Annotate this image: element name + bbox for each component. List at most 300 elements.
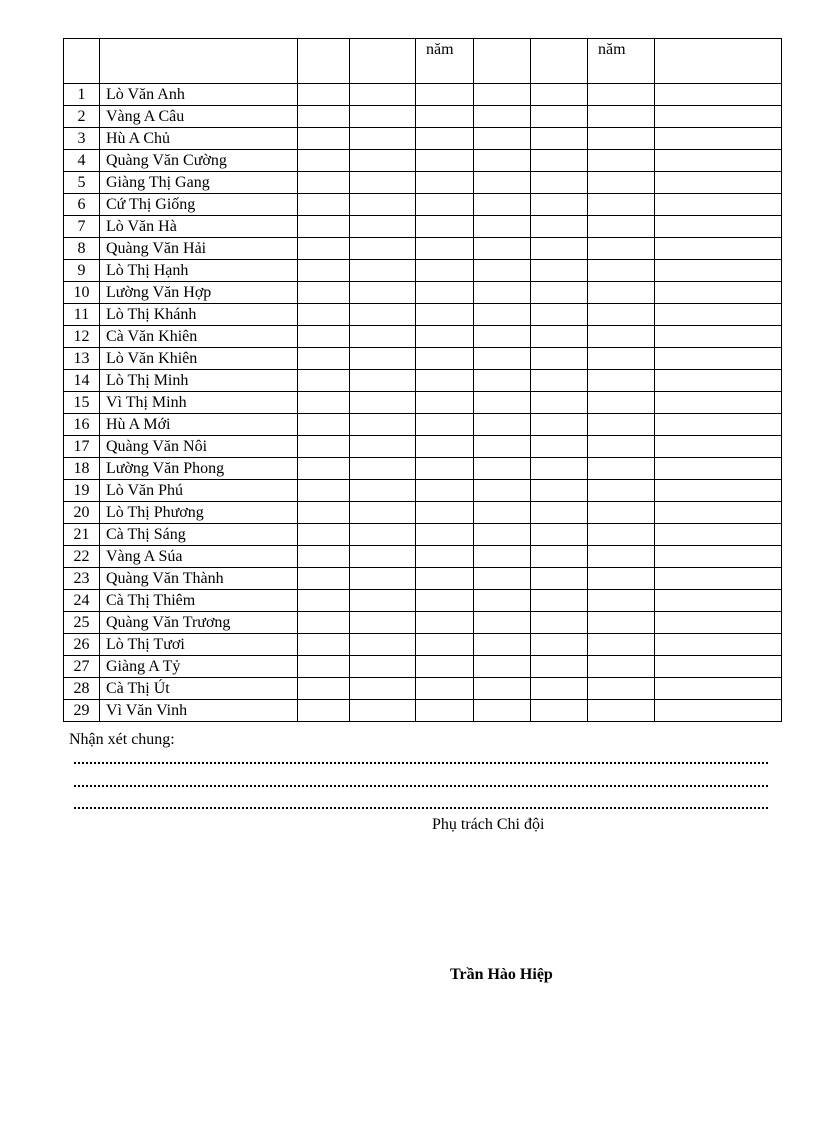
row-number: 29	[64, 700, 100, 722]
empty-cell	[474, 238, 531, 260]
table-row	[64, 546, 782, 568]
empty-cell	[588, 568, 655, 590]
empty-cell	[416, 502, 474, 524]
empty-cell	[416, 414, 474, 436]
empty-cell	[655, 260, 782, 282]
student-name: Vì Thị Minh	[100, 392, 298, 414]
student-name: Quàng Văn Cường	[100, 150, 298, 172]
empty-cell	[350, 414, 416, 436]
empty-cell	[298, 216, 350, 238]
empty-cell	[298, 282, 350, 304]
empty-cell	[655, 458, 782, 480]
empty-cell	[588, 282, 655, 304]
empty-cell	[588, 370, 655, 392]
empty-cell	[655, 370, 782, 392]
empty-cell	[298, 106, 350, 128]
empty-cell	[588, 150, 655, 172]
row-number: 15	[64, 392, 100, 414]
table-row	[64, 634, 782, 656]
empty-cell	[298, 678, 350, 700]
empty-cell	[298, 326, 350, 348]
student-name: Cà Thị Sáng	[100, 524, 298, 546]
empty-cell	[350, 480, 416, 502]
empty-cell	[531, 524, 588, 546]
row-number: 19	[64, 480, 100, 502]
empty-cell	[531, 546, 588, 568]
empty-cell	[474, 172, 531, 194]
student-roster-table	[63, 38, 782, 722]
empty-cell	[350, 326, 416, 348]
empty-cell	[474, 700, 531, 722]
empty-cell	[588, 260, 655, 282]
row-number: 11	[64, 304, 100, 326]
row-number: 5	[64, 172, 100, 194]
empty-cell	[350, 348, 416, 370]
empty-cell	[588, 546, 655, 568]
student-name: Lò Thị Khánh	[100, 304, 298, 326]
empty-cell	[588, 480, 655, 502]
empty-cell	[588, 392, 655, 414]
student-name: Giàng Thị Gang	[100, 172, 298, 194]
empty-cell	[531, 348, 588, 370]
empty-cell	[531, 304, 588, 326]
empty-cell	[655, 612, 782, 634]
empty-cell	[655, 656, 782, 678]
empty-cell	[350, 370, 416, 392]
student-name: Cà Thị Út	[100, 678, 298, 700]
row-number: 18	[64, 458, 100, 480]
header-cell	[655, 39, 782, 84]
student-name: Cứ Thị Giống	[100, 194, 298, 216]
table-row	[64, 502, 782, 524]
table-header-row	[64, 39, 782, 84]
row-number: 7	[64, 216, 100, 238]
empty-cell	[350, 458, 416, 480]
table-row	[64, 370, 782, 392]
empty-cell	[416, 260, 474, 282]
student-name: Lò Văn Hà	[100, 216, 298, 238]
empty-cell	[350, 150, 416, 172]
empty-cell	[474, 128, 531, 150]
table-row	[64, 150, 782, 172]
empty-cell	[350, 128, 416, 150]
empty-cell	[655, 216, 782, 238]
table-row	[64, 436, 782, 458]
empty-cell	[655, 348, 782, 370]
table-row	[64, 480, 782, 502]
empty-cell	[474, 590, 531, 612]
empty-cell	[416, 194, 474, 216]
empty-cell	[655, 568, 782, 590]
empty-cell	[298, 502, 350, 524]
empty-cell	[474, 260, 531, 282]
empty-cell	[350, 502, 416, 524]
empty-cell	[531, 480, 588, 502]
empty-cell	[531, 238, 588, 260]
empty-cell	[298, 568, 350, 590]
empty-cell	[350, 436, 416, 458]
empty-cell	[298, 304, 350, 326]
empty-cell	[474, 282, 531, 304]
empty-cell	[531, 634, 588, 656]
row-number: 4	[64, 150, 100, 172]
empty-cell	[298, 612, 350, 634]
empty-cell	[298, 656, 350, 678]
table-row	[64, 128, 782, 150]
empty-cell	[655, 502, 782, 524]
empty-cell	[474, 546, 531, 568]
empty-cell	[531, 282, 588, 304]
empty-cell	[655, 678, 782, 700]
empty-cell	[655, 546, 782, 568]
empty-cell	[474, 326, 531, 348]
table-row	[64, 458, 782, 480]
empty-cell	[531, 260, 588, 282]
empty-cell	[655, 172, 782, 194]
student-name: Vàng A Câu	[100, 106, 298, 128]
empty-cell	[531, 370, 588, 392]
empty-cell	[474, 502, 531, 524]
empty-cell	[416, 546, 474, 568]
empty-cell	[655, 304, 782, 326]
empty-cell	[416, 656, 474, 678]
empty-cell	[531, 678, 588, 700]
empty-cell	[474, 84, 531, 106]
empty-cell	[298, 150, 350, 172]
header-cell	[64, 39, 100, 84]
row-number: 3	[64, 128, 100, 150]
empty-cell	[655, 194, 782, 216]
empty-cell	[531, 194, 588, 216]
empty-cell	[655, 700, 782, 722]
empty-cell	[350, 568, 416, 590]
empty-cell	[416, 106, 474, 128]
empty-cell	[474, 370, 531, 392]
row-number: 27	[64, 656, 100, 678]
table-row	[64, 84, 782, 106]
empty-cell	[655, 326, 782, 348]
empty-cell	[350, 700, 416, 722]
empty-cell	[655, 84, 782, 106]
table-row	[64, 260, 782, 282]
empty-cell	[298, 480, 350, 502]
student-name: Cà Văn Khiên	[100, 326, 298, 348]
table-row	[64, 524, 782, 546]
empty-cell	[474, 392, 531, 414]
empty-cell	[588, 106, 655, 128]
empty-cell	[474, 634, 531, 656]
empty-cell	[474, 194, 531, 216]
empty-cell	[416, 370, 474, 392]
student-name: Lò Văn Khiên	[100, 348, 298, 370]
empty-cell	[350, 678, 416, 700]
empty-cell	[416, 84, 474, 106]
table-row	[64, 282, 782, 304]
empty-cell	[474, 150, 531, 172]
empty-cell	[416, 700, 474, 722]
empty-cell	[474, 612, 531, 634]
empty-cell	[474, 524, 531, 546]
empty-cell	[298, 414, 350, 436]
empty-cell	[531, 700, 588, 722]
empty-cell	[588, 414, 655, 436]
empty-cell	[298, 84, 350, 106]
row-number: 9	[64, 260, 100, 282]
empty-cell	[298, 260, 350, 282]
student-name: Lò Thị Phương	[100, 502, 298, 524]
empty-cell	[416, 480, 474, 502]
student-name: Vì Văn Vinh	[100, 700, 298, 722]
empty-cell	[416, 524, 474, 546]
empty-cell	[474, 304, 531, 326]
empty-cell	[298, 590, 350, 612]
empty-cell	[298, 128, 350, 150]
empty-cell	[588, 502, 655, 524]
student-name: Cà Thị Thiêm	[100, 590, 298, 612]
remarks-dotted-line	[74, 783, 768, 787]
empty-cell	[350, 106, 416, 128]
empty-cell	[474, 480, 531, 502]
row-number: 16	[64, 414, 100, 436]
empty-cell	[350, 304, 416, 326]
empty-cell	[416, 150, 474, 172]
empty-cell	[350, 238, 416, 260]
table-row	[64, 106, 782, 128]
student-name: Quàng Văn Trương	[100, 612, 298, 634]
empty-cell	[655, 392, 782, 414]
remarks-dotted-line	[74, 805, 768, 809]
empty-cell	[588, 678, 655, 700]
empty-cell	[588, 656, 655, 678]
empty-cell	[474, 216, 531, 238]
empty-cell	[588, 238, 655, 260]
student-name: Lò Thị Tươi	[100, 634, 298, 656]
header-cell	[474, 39, 531, 84]
remarks-dotted-line	[74, 760, 768, 764]
empty-cell	[416, 612, 474, 634]
empty-cell	[531, 458, 588, 480]
table-row	[64, 348, 782, 370]
empty-cell	[298, 194, 350, 216]
row-number: 6	[64, 194, 100, 216]
table-row	[64, 590, 782, 612]
empty-cell	[655, 150, 782, 172]
empty-cell	[298, 172, 350, 194]
empty-cell	[531, 590, 588, 612]
header-cell	[531, 39, 588, 84]
empty-cell	[416, 348, 474, 370]
empty-cell	[298, 436, 350, 458]
empty-cell	[350, 634, 416, 656]
empty-cell	[350, 590, 416, 612]
empty-cell	[655, 436, 782, 458]
empty-cell	[588, 590, 655, 612]
table-row	[64, 172, 782, 194]
empty-cell	[298, 546, 350, 568]
empty-cell	[350, 216, 416, 238]
header-cell-year: năm	[588, 39, 655, 84]
empty-cell	[655, 238, 782, 260]
signer-title: Phụ trách Chi đội	[432, 816, 545, 833]
row-number: 12	[64, 326, 100, 348]
student-name: Quàng Văn Hải	[100, 238, 298, 260]
row-number: 13	[64, 348, 100, 370]
empty-cell	[350, 194, 416, 216]
empty-cell	[416, 590, 474, 612]
empty-cell	[474, 414, 531, 436]
empty-cell	[588, 348, 655, 370]
empty-cell	[416, 678, 474, 700]
table-row	[64, 216, 782, 238]
empty-cell	[588, 194, 655, 216]
empty-cell	[350, 656, 416, 678]
empty-cell	[298, 700, 350, 722]
student-name: Quàng Văn Thành	[100, 568, 298, 590]
table-row	[64, 414, 782, 436]
row-number: 14	[64, 370, 100, 392]
header-cell	[100, 39, 298, 84]
empty-cell	[416, 128, 474, 150]
row-number: 22	[64, 546, 100, 568]
empty-cell	[474, 458, 531, 480]
empty-cell	[531, 568, 588, 590]
empty-cell	[474, 568, 531, 590]
empty-cell	[474, 436, 531, 458]
empty-cell	[350, 84, 416, 106]
student-name: Lò Thị Minh	[100, 370, 298, 392]
table-row	[64, 194, 782, 216]
student-name: Vàng A Súa	[100, 546, 298, 568]
empty-cell	[655, 634, 782, 656]
row-number: 24	[64, 590, 100, 612]
header-cell-year: năm	[416, 39, 474, 84]
empty-cell	[531, 106, 588, 128]
remarks-label: Nhận xét chung:	[69, 731, 175, 748]
empty-cell	[531, 502, 588, 524]
table-row	[64, 612, 782, 634]
empty-cell	[474, 348, 531, 370]
student-name: Lò Văn Phú	[100, 480, 298, 502]
empty-cell	[298, 348, 350, 370]
empty-cell	[588, 216, 655, 238]
header-cell	[298, 39, 350, 84]
empty-cell	[588, 172, 655, 194]
table-row	[64, 656, 782, 678]
row-number: 26	[64, 634, 100, 656]
empty-cell	[350, 524, 416, 546]
row-number: 2	[64, 106, 100, 128]
empty-cell	[416, 436, 474, 458]
row-number: 25	[64, 612, 100, 634]
empty-cell	[531, 172, 588, 194]
empty-cell	[298, 458, 350, 480]
empty-cell	[298, 392, 350, 414]
empty-cell	[298, 370, 350, 392]
empty-cell	[416, 326, 474, 348]
empty-cell	[474, 678, 531, 700]
empty-cell	[655, 480, 782, 502]
row-number: 10	[64, 282, 100, 304]
table-row	[64, 700, 782, 722]
row-number: 1	[64, 84, 100, 106]
empty-cell	[416, 216, 474, 238]
empty-cell	[416, 282, 474, 304]
table-row	[64, 238, 782, 260]
empty-cell	[474, 106, 531, 128]
table-row	[64, 678, 782, 700]
empty-cell	[588, 128, 655, 150]
signer-name: Trần Hào Hiệp	[450, 966, 553, 983]
student-name: Lò Văn Anh	[100, 84, 298, 106]
empty-cell	[416, 458, 474, 480]
student-name: Giàng A Tỷ	[100, 656, 298, 678]
empty-cell	[655, 590, 782, 612]
student-name: Lò Thị Hạnh	[100, 260, 298, 282]
row-number: 28	[64, 678, 100, 700]
table-row	[64, 392, 782, 414]
row-number: 21	[64, 524, 100, 546]
empty-cell	[350, 172, 416, 194]
empty-cell	[531, 656, 588, 678]
student-name: Hù A Mới	[100, 414, 298, 436]
empty-cell	[416, 634, 474, 656]
empty-cell	[531, 612, 588, 634]
empty-cell	[350, 392, 416, 414]
empty-cell	[298, 238, 350, 260]
empty-cell	[588, 326, 655, 348]
row-number: 8	[64, 238, 100, 260]
empty-cell	[350, 260, 416, 282]
empty-cell	[588, 458, 655, 480]
empty-cell	[416, 238, 474, 260]
empty-cell	[531, 150, 588, 172]
empty-cell	[655, 414, 782, 436]
empty-cell	[531, 128, 588, 150]
empty-cell	[531, 414, 588, 436]
empty-cell	[531, 84, 588, 106]
student-name: Quàng Văn Nôi	[100, 436, 298, 458]
table-row	[64, 326, 782, 348]
empty-cell	[416, 304, 474, 326]
empty-cell	[588, 524, 655, 546]
empty-cell	[350, 612, 416, 634]
table-row	[64, 304, 782, 326]
empty-cell	[350, 282, 416, 304]
empty-cell	[588, 634, 655, 656]
empty-cell	[531, 216, 588, 238]
empty-cell	[588, 436, 655, 458]
table-row	[64, 568, 782, 590]
empty-cell	[298, 524, 350, 546]
empty-cell	[588, 700, 655, 722]
empty-cell	[655, 282, 782, 304]
empty-cell	[531, 436, 588, 458]
empty-cell	[531, 392, 588, 414]
row-number: 23	[64, 568, 100, 590]
empty-cell	[350, 546, 416, 568]
empty-cell	[474, 656, 531, 678]
empty-cell	[655, 524, 782, 546]
row-number: 20	[64, 502, 100, 524]
empty-cell	[416, 392, 474, 414]
empty-cell	[588, 304, 655, 326]
header-cell	[350, 39, 416, 84]
row-number: 17	[64, 436, 100, 458]
empty-cell	[588, 84, 655, 106]
student-name: Hù A Chủ	[100, 128, 298, 150]
student-name: Lường Văn Phong	[100, 458, 298, 480]
empty-cell	[416, 172, 474, 194]
